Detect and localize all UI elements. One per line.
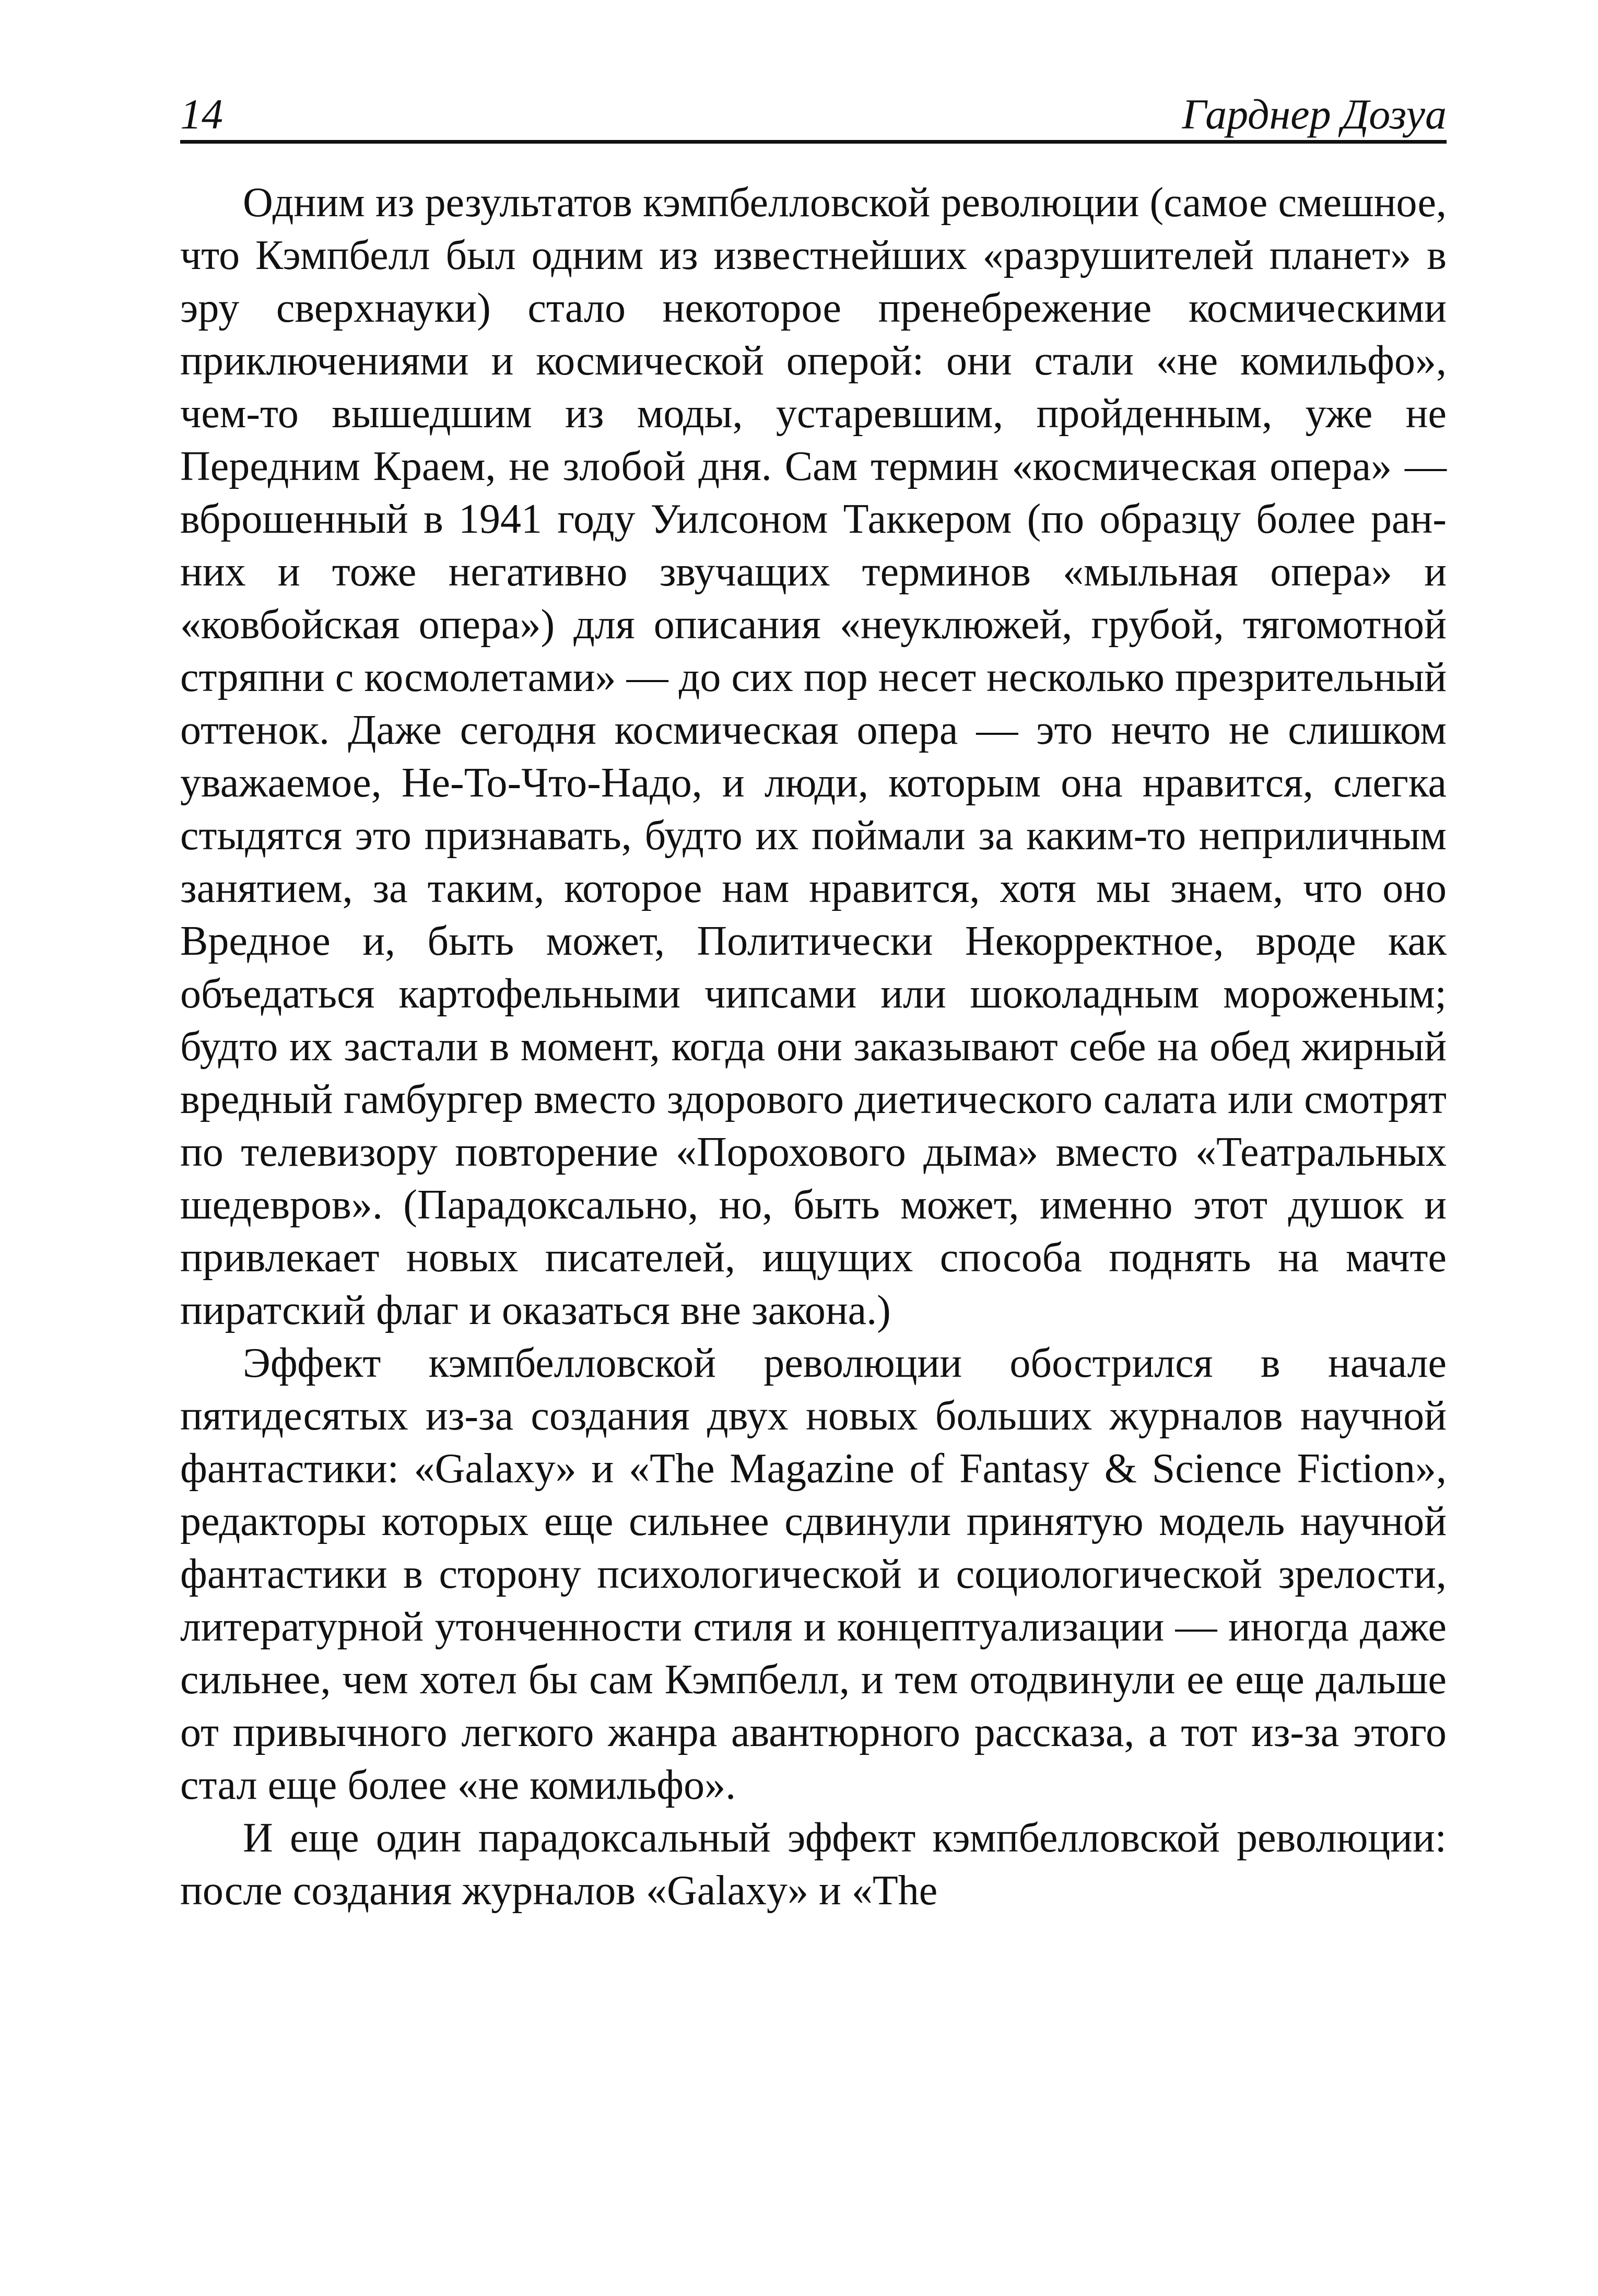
header-rule: [180, 140, 1447, 144]
paragraph-3: И еще один парадоксальный эффект кэмпбелловской революции: после создания журналов «Galaxy» и «The: [180, 1815, 1447, 1914]
paragraph-2: Эффект кэмпбелловской революции обострился в начале пятидесятых из-за создания двух новых больших журналов научной фантастики: «Galaxy» и «The Magazine of Fantasy & Science Fiction», редакторы которых еще сильнее сдвинули принятую модель научной фантастики в сторону психологической и социологической зрелости, литературной утонченности стиля и концептуализации — иногда даже сильнее, чем хотел бы сам Кэмпбелл, и тем отодвинули ее еще дальше от привычного легкого жанра авантюрного рассказа, а тот из-за этого стал еще более «не комильфо».: [180, 1340, 1447, 1808]
body-text: [180, 177, 1447, 1917]
paragraph-1: Одним из результатов кэмпбелловской революции (самое смешное, что Кэмпбелл был одним из известнейших «разрушителей планет» в эру сверхнауки) стало некоторое пренебрежение космическими приключениями и космической оперой: они стали «не комильфо», чем-то вышедшим из моды, устаревшим, пройденным, уже не Передним Краем, не злобой дня. Сам термин «космическая опера» — вброшенный в 1941 году Уилсоном Таккером (по образцу более ранних и тоже негативно звучащих терминов «мыльная опера» и «ковбойская опера») для описания «неуклюжей, грубой, тягомотной стряпни с космолетами» — до сих пор несет несколько презрительный оттенок. Даже сегодня космическая опера — это нечто не слишком уважаемое, Не-То-Что-Надо, и люди, которым она нравится, слегка стыдятся это признавать, будто их поймали за каким-то неприличным занятием, за таким, которое нам нравится, хотя мы знаем, что оно Вредное и, быть может, Политически Некорректное, вроде как объедаться картофельными чипсами или шоколадным мороженым; будто их застали в момент, когда они заказывают себе на обед жирный вредный гамбургер вместо здорового диетического салата или смотрят по телевизору повторение «Порохового дыма» вместо «Театральных шедевров». (Парадоксально, но, быть может, именно этот душок и привлекает новых писателей, ищущих способа поднять на мачте пиратский флаг и оказаться вне закона.): [180, 180, 1447, 1333]
page-number: 14: [180, 90, 223, 138]
running-title: Гарднер Дозуа: [1182, 90, 1447, 138]
running-head: [180, 78, 1447, 136]
